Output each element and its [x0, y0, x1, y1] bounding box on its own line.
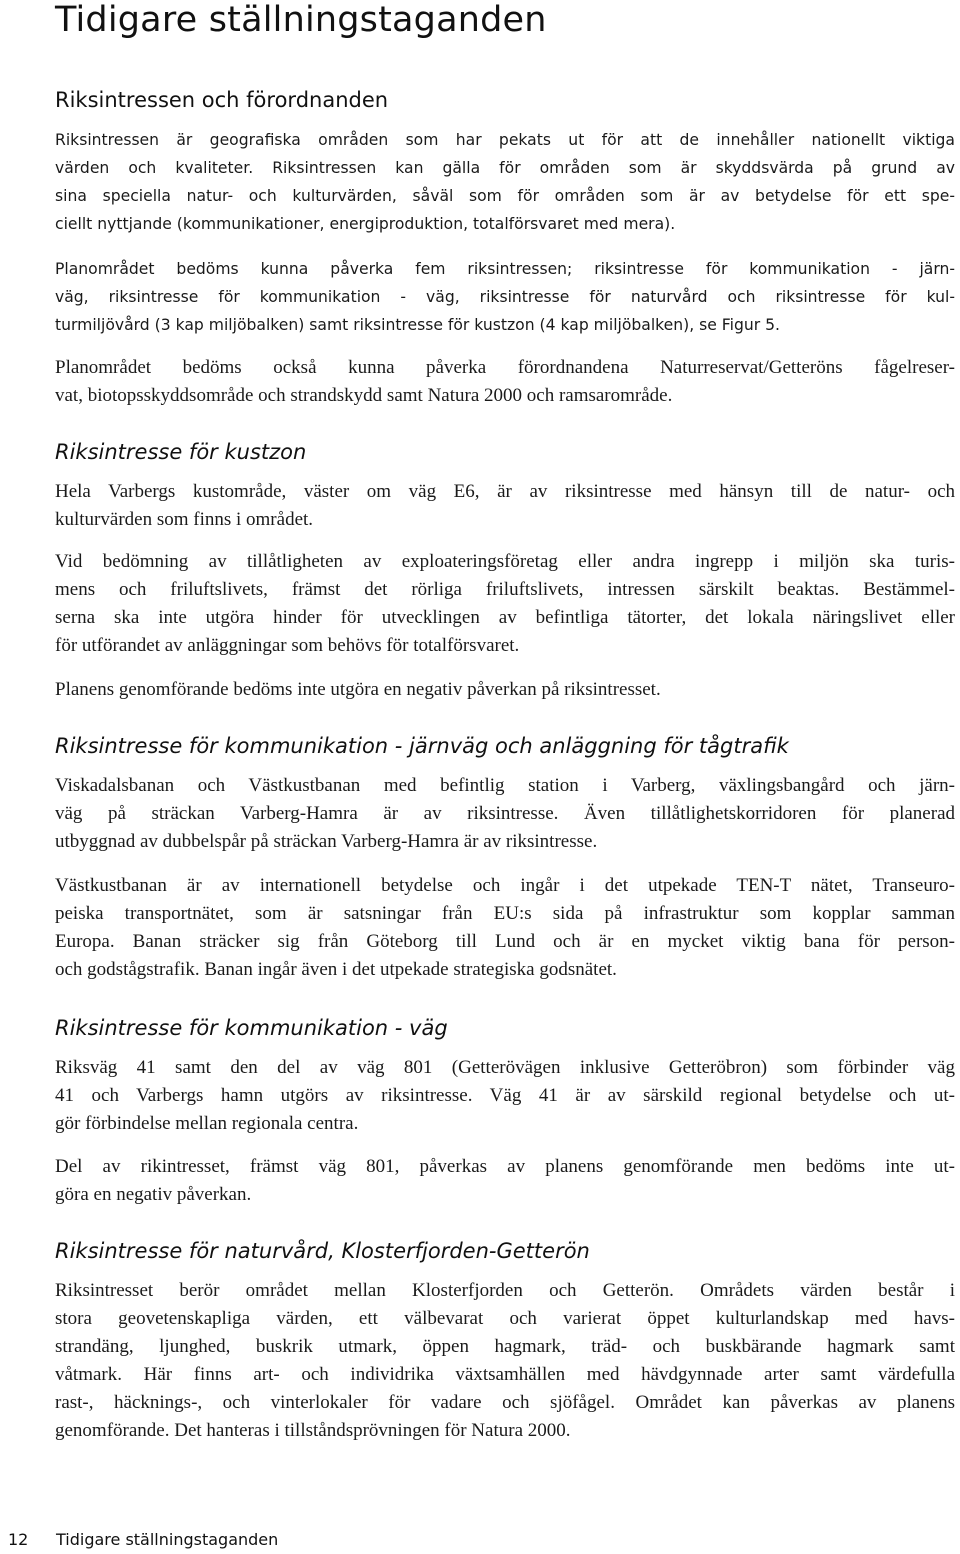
text-line: Riksväg 41 samt den del av väg 801 (Getterövägen inklusive Getteröbron) som förbinder väg	[55, 1057, 955, 1078]
paragraph	[55, 1153, 955, 1209]
text-line: strandäng, ljunghed, buskrik utmark, öppen hagmark, träd- och buskbärande hagmark samt	[55, 1336, 955, 1357]
text-line: Västkustbanan är av internationell betydelse och ingår i det utpekade TEN-T nätet, Transeuro-	[55, 875, 955, 896]
text-line: utbyggnad av dubbelspår på sträckan Varberg-Hamra är av riksintresse.	[55, 831, 598, 852]
text-line: för utförandet av anläggningar som behövs för totalförsvaret.	[55, 635, 520, 656]
text-line: ciellt nyttjande (kommunikationer, energiproduktion, totalförsvaret med mera).	[55, 215, 676, 233]
text-line: göra en negativ påverkan.	[55, 1184, 252, 1205]
text-line: genomförande. Det hanteras i tillståndsprövningen för Natura 2000.	[55, 1420, 571, 1441]
text-line: Riksintresset berör området mellan Klosterfjorden och Getterön. Områdets värden består i	[55, 1280, 955, 1301]
text-line: Planens genomförande bedöms inte utgöra en negativ påverkan på riksintresset.	[55, 679, 661, 700]
running-title: Tidigare ställningstaganden	[56, 1530, 279, 1549]
text-line: serna ska inte utgöra hinder för utvecklingen av befintliga tätorter, det lokala näringslivet eller	[55, 607, 955, 628]
paragraph	[55, 676, 955, 704]
text-line: väg på sträckan Varberg-Hamra är av riksintresse. Även tillåtlighetskorridoren för planerad	[55, 803, 955, 824]
text-line: 41 och Varbergs hamn utgörs av riksintresse. Väg 41 är av särskild regional betydelse och ut-	[55, 1085, 955, 1106]
text-line: stora geovetenskapliga värden, ett välbevarat och varierat öppet kulturlandskap med havs-	[55, 1308, 955, 1329]
paragraph	[55, 1054, 955, 1138]
text-line: Del av rikintresset, främst väg 801, påverkas av planens genomförande men bedöms inte ut-	[55, 1156, 955, 1177]
text-line: värden och kvaliteter. Riksintressen kan gälla för områden som är skyddsvärda på grund av	[55, 159, 955, 177]
text-line: kulturvärden som finns i området.	[55, 509, 314, 530]
paragraph	[55, 772, 955, 856]
text-line: rast-, häcknings-, och vinterlokaler för vadare och sjöfågel. Området kan påverkas av planens	[55, 1392, 955, 1413]
paragraph	[55, 548, 955, 660]
text-line: Europa. Banan sträcker sig från Göteborg till Lund och är en mycket viktig bana för person-	[55, 931, 955, 952]
text-line: och godstågstrafik. Banan ingår även i det utpekade strategiska godsnätet.	[55, 959, 617, 980]
section-heading-naturvard: Riksintresse för naturvård, Klosterfjorden-Getterön	[55, 1239, 590, 1263]
text-line: sina speciella natur- och kulturvärden, såväl som för områden som är av betydelse för ett spe-	[55, 187, 955, 205]
text-line: Vid bedömning av tillåtligheten av exploateringsföretag eller andra ingrepp i miljön ska turis-	[55, 551, 955, 572]
section-heading-vag: Riksintresse för kommunikation - väg	[55, 1016, 448, 1040]
page-title: Tidigare ställningstaganden	[55, 0, 547, 40]
text-line: Planområdet bedöms också kunna påverka förordnandena Naturreservat/Getteröns fågelreser-	[55, 357, 955, 378]
text-line: mens och friluftslivets, främst det rörliga friluftslivets, intressen särskilt beaktas. Bestämmel-	[55, 579, 955, 600]
text-line: väg, riksintresse för kommunikation - väg, riksintresse för naturvård och riksintresse för kul-	[55, 288, 955, 306]
text-line: Viskadalsbanan och Västkustbanan med befintlig station i Varberg, växlingsbangård och järn-	[55, 775, 955, 796]
text-line: vat, biotopsskyddsområde och strandskydd samt Natura 2000 och ramsarområde.	[55, 385, 673, 406]
text-line: Hela Varbergs kustområde, väster om väg E6, är av riksintresse med hänsyn till de natur- och	[55, 481, 955, 502]
text-line: Riksintressen är geografiska områden som har pekats ut för att de innehåller nationellt viktiga	[55, 131, 955, 149]
section-heading-jarnvag: Riksintresse för kommunikation - järnväg och anläggning för tågtrafik	[55, 734, 789, 758]
section-heading-riksintressen: Riksintressen och förordnanden	[55, 88, 389, 112]
paragraph	[55, 872, 955, 984]
text-line: våtmark. Här finns art- och individrika växtsamhällen med hävdgynnade arter samt värdefulla	[55, 1364, 955, 1385]
paragraph	[55, 478, 955, 534]
text-line: Planområdet bedöms kunna påverka fem riksintressen; riksintresse för kommunikation - järn-	[55, 260, 955, 278]
paragraph	[55, 1277, 955, 1445]
text-line: gör förbindelse mellan regionala centra.	[55, 1113, 359, 1134]
paragraph	[55, 354, 955, 410]
paragraph	[55, 255, 955, 339]
section-heading-kustzon: Riksintresse för kustzon	[55, 440, 307, 464]
text-line: peiska transportnätet, som är satsningar från EU:s sida på infrastruktur som kopplar samman	[55, 903, 955, 924]
text-line: turmiljövård (3 kap miljöbalken) samt riksintresse för kustzon (4 kap miljöbalken), se Figur 5.	[55, 316, 781, 334]
paragraph	[55, 126, 955, 238]
page-number: 12	[8, 1530, 29, 1549]
